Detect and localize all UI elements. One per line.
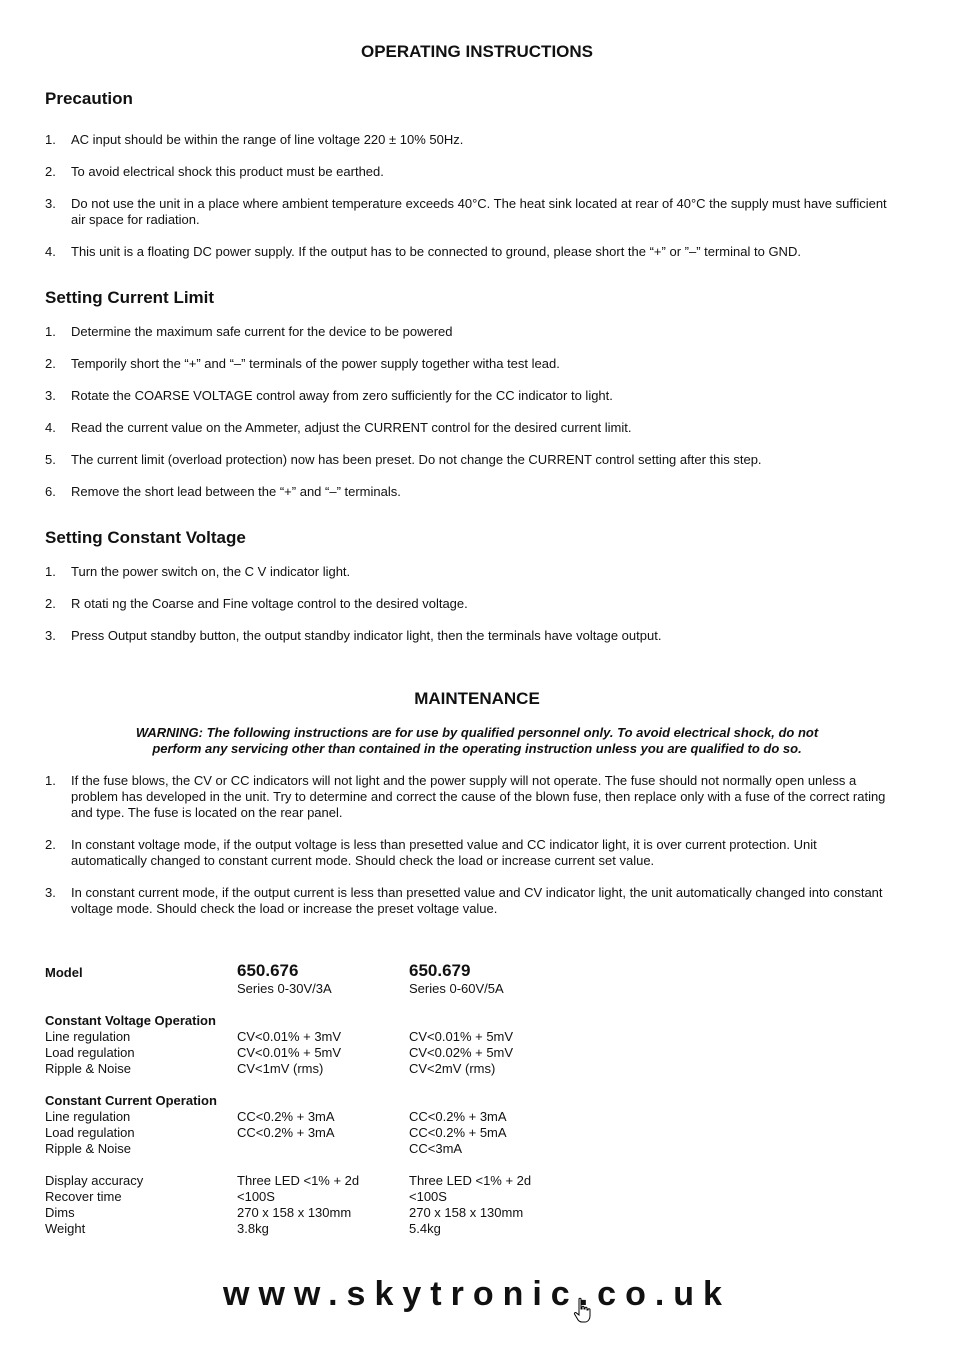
precaution-heading: Precaution [45,89,133,108]
list-number: 4. [45,244,56,259]
cc-heading-row [45,1093,745,1109]
list-text: Remove the short lead between the “+” and “–” terminals. [71,484,401,499]
list-text: To avoid electrical shock this product must be earthed. [71,164,384,179]
spec-label: Ripple & Noise [45,1061,131,1076]
series-a: Series 0-30V/3A [237,981,332,996]
cc-heading: Constant Current Operation [45,1093,217,1108]
list-number: 3. [45,885,56,900]
list-text: Temporily short the “+” and “–” terminals of the power supply together witha test lead. [71,356,560,371]
list-text: AC input should be within the range of line voltage 220 ± 10% 50Hz. [71,132,464,147]
spec-value-a: <100S [237,1189,275,1204]
list-number: 6. [45,484,56,499]
spec-label: Ripple & Noise [45,1141,131,1156]
spec-row [45,1109,745,1125]
list-text: Read the current value on the Ammeter, adjust the CURRENT control for the desired current limit. [71,420,632,435]
list-number: 1. [45,324,56,339]
model-label: Model [45,965,83,980]
list-text: In constant current mode, if the output current is less than presetted value and CV indicator light, the unit automatically changed into constant voltage mode. Should check the load or increase the preset voltage value. [71,885,883,916]
website-link[interactable]: www.skytronic.co.uk [223,1275,731,1313]
spec-row [45,1125,745,1141]
list-number: 4. [45,420,56,435]
spec-label: Load regulation [45,1045,135,1060]
spec-label: Line regulation [45,1109,131,1124]
list-number: 3. [45,196,56,211]
series-b: Series 0-60V/5A [409,981,504,996]
spec-value-b: CC<0.2% + 5mA [409,1125,507,1140]
list-text: Turn the power switch on, the C V indicator light. [71,564,351,579]
spec-value-a: Three LED <1% + 2d [237,1173,360,1188]
spec-value-b: CC<3mA [409,1141,463,1156]
spec-label: Recover time [45,1189,122,1204]
spec-value-b: CV<2mV (rms) [409,1061,496,1076]
list-number: 2. [45,837,56,852]
spec-value-b: Three LED <1% + 2d [409,1173,532,1188]
spec-value-a: CC<0.2% + 3mA [237,1109,335,1124]
list-number: 3. [45,388,56,403]
spec-value-b: CV<0.01% + 5mV [409,1029,514,1044]
spec-value-a: 3.8kg [237,1221,269,1236]
list-text: In constant voltage mode, if the output voltage is less than presetted value and CC indicator light, it is over current protection. Unit automatically changed to constant current mode. Should check the load or increase current set value. [71,837,817,868]
spec-label: Dims [45,1205,75,1220]
spec-row [45,1173,745,1189]
cv-heading: Constant Voltage Operation [45,1013,216,1028]
spec-model-row [45,963,745,983]
list-text: If the fuse blows, the CV or CC indicators will not light and the power supply will not operate. The fuse should not normally open unless a problem has developed in the unit. Try to determine and correct the cause of the blown fuse, then replace only with a fuse of the correct rating and type. The fuse is located on the rear panel. [71,773,886,820]
list-text: R otati ng the Coarse and Fine voltage control to the desired voltage. [71,596,468,611]
constant-voltage-heading: Setting Constant Voltage [45,528,246,547]
spec-row [45,1141,745,1157]
spec-value-a: CV<0.01% + 3mV [237,1029,342,1044]
list-text: This unit is a floating DC power supply. If the output has to be connected to ground, please short the “+” or ”–” terminal to GND. [71,244,801,259]
spec-row [45,1205,745,1221]
spec-label: Weight [45,1221,86,1236]
model-a-number: 650.676 [237,961,299,980]
spec-value-a: CC<0.2% + 3mA [237,1125,335,1140]
list-number: 1. [45,132,56,147]
operating-instructions-title: OPERATING INSTRUCTIONS [360,42,594,61]
list-text: Rotate the COARSE VOLTAGE control away from zero sufficiently for the CC indicator to light. [71,388,613,403]
hand-pointer-icon [571,1297,595,1325]
warning-line-2: perform any servicing other than contained in the operating instruction unless you are qualified to do so. [152,741,802,756]
list-number: 1. [45,564,56,579]
spec-value-b: 270 x 158 x 130mm [409,1205,524,1220]
cv-heading-row [45,1013,745,1029]
warning-line-1: WARNING: The following instructions are for use by qualified personnel only. To avoid electrical shock, do not [135,725,819,740]
spec-row [45,1221,745,1237]
list-number: 2. [45,596,56,611]
spec-value-b: CV<0.02% + 5mV [409,1045,514,1060]
list-text: Determine the maximum safe current for the device to be powered [71,324,453,339]
spec-label: Line regulation [45,1029,131,1044]
list-text: Do not use the unit in a place where ambient temperature exceeds 40°C. The heat sink located at rear of 40°C the supply must have sufficient air space for radiation. [71,196,887,227]
spec-label: Load regulation [45,1125,135,1140]
spec-row [45,1061,745,1077]
spec-row [45,1029,745,1045]
maintenance-title: MAINTENANCE [414,689,540,708]
list-number: 3. [45,628,56,643]
spec-value-a: CV<1mV (rms) [237,1061,324,1076]
spec-value-b: CC<0.2% + 3mA [409,1109,507,1124]
list-text: Press Output standby button, the output standby indicator light, then the terminals have voltage output. [71,628,662,643]
spec-value-b: 5.4kg [409,1221,441,1236]
spec-series-row [45,981,745,997]
list-number: 1. [45,773,56,788]
list-number: 2. [45,164,56,179]
spec-value-a: CV<0.01% + 5mV [237,1045,342,1060]
spec-value-a: 270 x 158 x 130mm [237,1205,352,1220]
current-limit-heading: Setting Current Limit [45,288,215,307]
list-number: 2. [45,356,56,371]
model-b-number: 650.679 [409,961,471,980]
spec-label: Display accuracy [45,1173,144,1188]
spec-row [45,1189,745,1205]
spec-row [45,1045,745,1061]
spec-value-b: <100S [409,1189,447,1204]
list-text: The current limit (overload protection) now has been preset. Do not change the CURRENT control setting after this step. [71,452,762,467]
list-number: 5. [45,452,56,467]
